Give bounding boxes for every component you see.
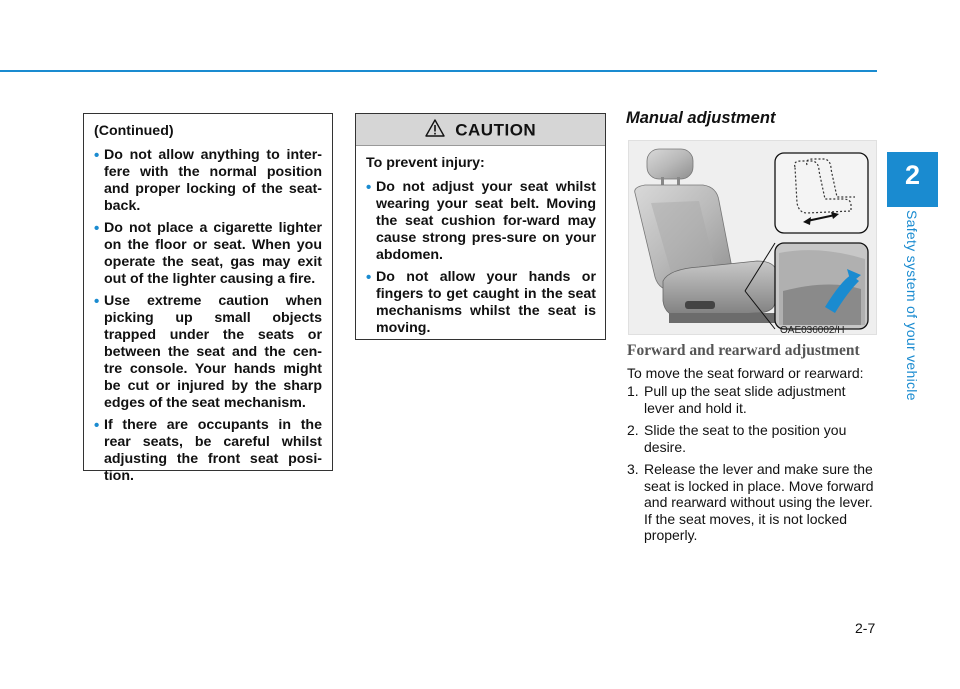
continued-bullet-list — [94, 147, 322, 485]
list-item — [627, 422, 879, 455]
step-text: Pull up the seat slide adjustment lever and hold it. — [644, 383, 846, 416]
step-text: Release the lever and make sure the seat is locked in place. Move forward and rearward without using the lever. If the seat moves, it is not locked properly. — [644, 461, 874, 543]
caution-box — [355, 113, 606, 340]
bullet-dot-icon: • — [94, 220, 100, 237]
bullet-dot-icon: • — [94, 417, 100, 434]
section-title: Manual adjustment — [626, 109, 776, 127]
list-item: • Do not allow your hands or fingers to get caught in the seat mechanisms whilst the seat is moving. — [366, 269, 596, 336]
caution-intro: To prevent injury: — [366, 155, 485, 171]
subheading: Forward and rearward adjustment — [627, 342, 860, 359]
list-item — [627, 383, 879, 416]
steps-list — [627, 383, 879, 550]
step-number: 3. — [627, 461, 639, 477]
step-text: Slide the seat to the position you desire. — [644, 422, 847, 455]
caution-title: CAUTION — [455, 120, 537, 140]
seat-illustration — [628, 140, 877, 335]
chapter-title: Safety system of your vehicle — [904, 210, 920, 401]
bullet-dot-icon: • — [366, 269, 372, 286]
bullet-dot-icon: • — [366, 179, 372, 196]
continued-heading: (Continued) — [94, 123, 174, 139]
steps-intro: To move the seat forward or rearward: — [627, 365, 864, 381]
chapter-number: 2 — [904, 160, 921, 190]
step-number: 1. — [627, 383, 639, 399]
warning-triangle-icon — [425, 119, 445, 142]
bullet-dot-icon: • — [94, 147, 100, 164]
caution-body — [356, 146, 605, 337]
list-item: • Do not place a cigarette lighter on the floor or seat. When you operate the seat, gas may exit out of the lighter causing a fire. — [94, 220, 322, 287]
list-item: • Do not allow anything to inter-fere with the normal position and proper locking of the seat-back. — [94, 147, 322, 214]
list-item: • Use extreme caution when picking up small objects trapped under the seats or between the seat and the cen-tre console. Your hands might be cut or injured by the sharp edges of the seat mechanism. — [94, 293, 322, 411]
header-rule — [0, 70, 877, 72]
figure-code: OAE036002/H — [780, 325, 845, 336]
chapter-tab — [887, 152, 938, 207]
caution-bullet-list — [366, 179, 596, 337]
step-number: 2. — [627, 422, 639, 438]
page-number: 2-7 — [855, 620, 876, 636]
caution-header — [356, 114, 605, 146]
list-item: • If there are occupants in the rear seats, be careful whilst adjusting the front seat posi-tion. — [94, 417, 322, 484]
list-item — [627, 461, 879, 544]
bullet-dot-icon: • — [94, 293, 100, 310]
continued-warning-box — [83, 113, 333, 484]
list-item: • Do not adjust your seat whilst wearing your seat belt. Moving the seat cushion for-ward may cause strong pres-sure on your abdomen. — [366, 179, 596, 263]
